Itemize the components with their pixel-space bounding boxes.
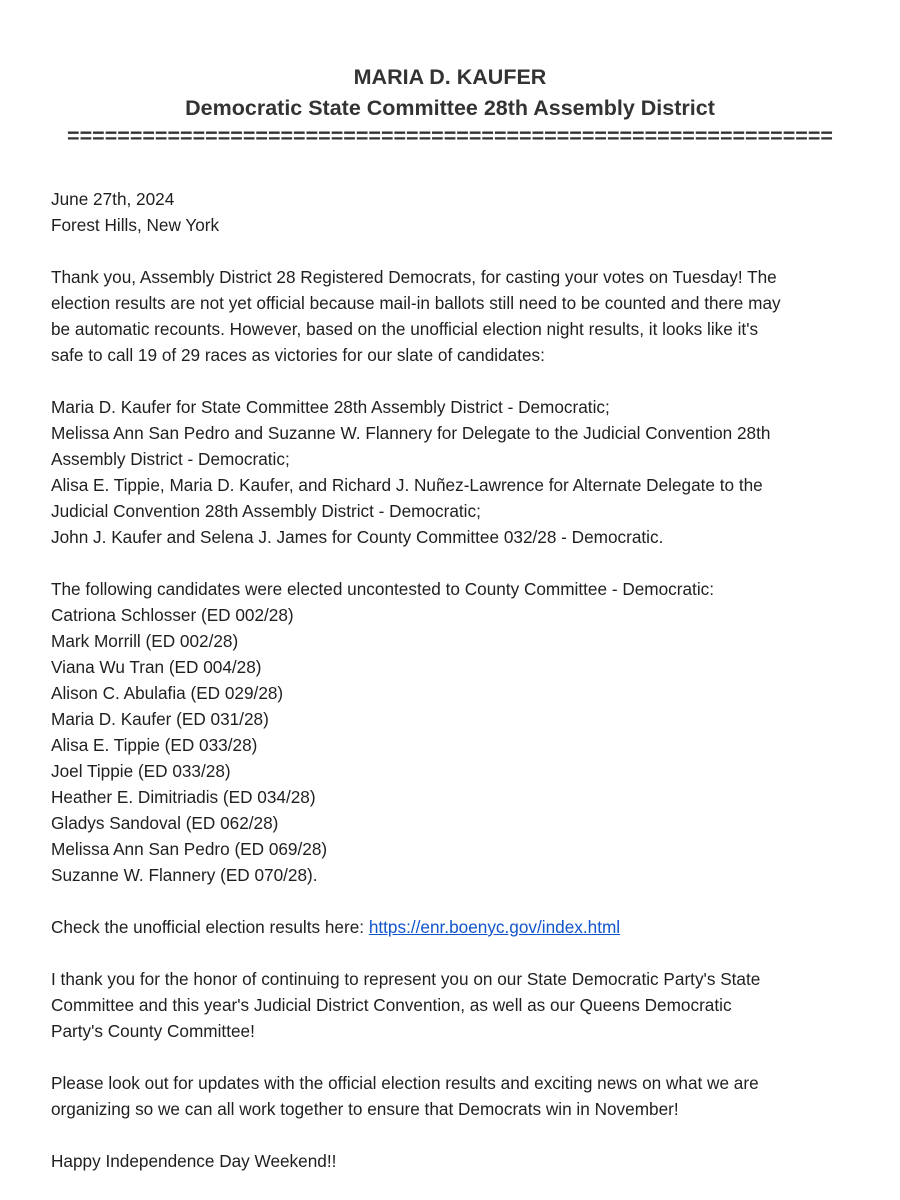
thanks-line: Party's County Committee! xyxy=(51,1021,255,1041)
intro-line: safe to call 19 of 29 races as victories for our slate of candidates: xyxy=(51,345,545,365)
updates-paragraph xyxy=(51,1070,860,1122)
dateline xyxy=(51,186,860,238)
intro-line: election results are not yet official because mail-in ballots still need to be counted and there may xyxy=(51,293,781,313)
closing-line: Happy Independence Day Weekend!! xyxy=(51,1151,337,1171)
closing-paragraph xyxy=(51,1148,860,1174)
intro-line: Thank you, Assembly District 28 Registered Democrats, for casting your votes on Tuesday! The xyxy=(51,267,777,287)
letter-body xyxy=(51,148,860,1174)
victory-line: Judicial Convention 28th Assembly District - Democratic; xyxy=(51,501,481,521)
results-line xyxy=(51,914,860,940)
victory-line: Alisa E. Tippie, Maria D. Kaufer, and Richard J. Nuñez-Lawrence for Alternate Delegate to the xyxy=(51,475,763,495)
letter-header xyxy=(40,62,860,124)
victory-line: Maria D. Kaufer for State Committee 28th Assembly District - Democratic; xyxy=(51,397,610,417)
updates-line: organizing so we can all work together to ensure that Democrats win in November! xyxy=(51,1099,679,1119)
header-divider: ============================================================= xyxy=(67,124,833,148)
thanks-line: Committee and this year's Judicial District Convention, as well as our Queens Democratic xyxy=(51,995,732,1015)
author-title: Democratic State Committee 28th Assembly District xyxy=(185,96,715,120)
author-name: MARIA D. KAUFER xyxy=(353,65,547,89)
thanks-line: I thank you for the honor of continuing to represent you on our State Democratic Party's State xyxy=(51,969,761,989)
candidate-item: Suzanne W. Flannery (ED 070/28). xyxy=(51,865,318,885)
thanks-paragraph xyxy=(51,966,860,1044)
candidate-item: Alisa E. Tippie (ED 033/28) xyxy=(51,735,258,755)
candidate-item: Gladys Sandoval (ED 062/28) xyxy=(51,813,279,833)
candidate-item: Maria D. Kaufer (ED 031/28) xyxy=(51,709,269,729)
candidate-item: Mark Morrill (ED 002/28) xyxy=(51,631,239,651)
results-prefix: Check the unofficial election results here: xyxy=(51,917,369,937)
uncontested-heading: The following candidates were elected uncontested to County Committee - Democratic: xyxy=(51,579,715,599)
candidate-item: Catriona Schlosser (ED 002/28) xyxy=(51,605,294,625)
intro-line: be automatic recounts. However, based on the unofficial election night results, it looks like it's xyxy=(51,319,759,339)
results-paragraph xyxy=(51,914,860,940)
letter-place: Forest Hills, New York xyxy=(51,215,220,235)
victories-list xyxy=(51,394,860,550)
intro-paragraph xyxy=(51,264,860,368)
candidate-item: Heather E. Dimitriadis (ED 034/28) xyxy=(51,787,316,807)
victory-line: John J. Kaufer and Selena J. James for County Committee 032/28 - Democratic. xyxy=(51,527,664,547)
victory-line: Assembly District - Democratic; xyxy=(51,449,290,469)
letter-date: June 27th, 2024 xyxy=(51,189,175,209)
uncontested-section xyxy=(51,576,860,888)
candidate-item: Joel Tippie (ED 033/28) xyxy=(51,761,231,781)
updates-line: Please look out for updates with the official election results and exciting news on what we are xyxy=(51,1073,759,1093)
victory-line: Melissa Ann San Pedro and Suzanne W. Flannery for Delegate to the Judicial Convention 28th xyxy=(51,423,771,443)
candidate-item: Viana Wu Tran (ED 004/28) xyxy=(51,657,262,677)
candidate-item: Melissa Ann San Pedro (ED 069/28) xyxy=(51,839,328,859)
candidate-item: Alison C. Abulafia (ED 029/28) xyxy=(51,683,284,703)
results-link[interactable]: https://enr.boenyc.gov/index.html xyxy=(368,917,621,937)
